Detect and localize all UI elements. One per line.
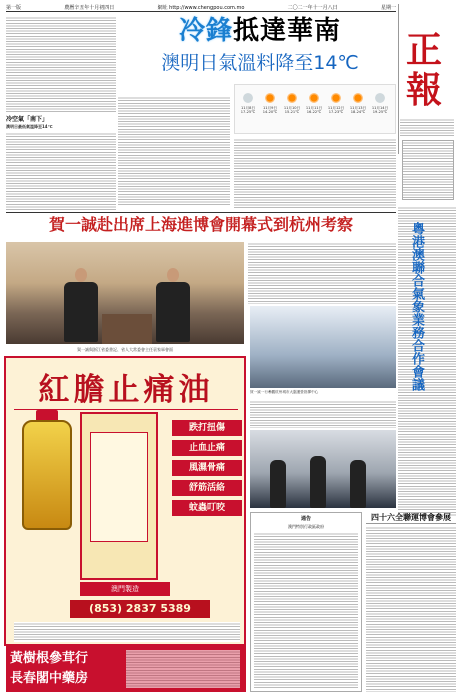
article-text-block [6, 16, 116, 112]
ad-tag: 跌打扭傷 [172, 420, 242, 436]
person-figure [64, 282, 98, 342]
sun-icon [264, 92, 276, 104]
oil-bottle-image [22, 420, 72, 530]
photo-caption: 賀一誠與浙江省委書記、省人大常委會主任袁家軍會面 [77, 347, 173, 352]
forecast-day [259, 89, 281, 131]
forecast-day [325, 89, 347, 131]
shop-name: 長春閣中藥房 [10, 671, 89, 686]
ad-title: 紅膽止痛油 [14, 370, 238, 410]
left-article-headline: 冷空氣「南下」 [6, 116, 49, 123]
weather-article-continued [234, 138, 396, 208]
main-headline-rest: 抵達華南 [233, 16, 342, 46]
forecast-day [237, 89, 259, 131]
command-center-photo [250, 306, 396, 388]
forecast-date: 11月8日 [240, 106, 256, 110]
article-text-block [250, 400, 396, 428]
forecast-temp: 17-23℃ [328, 110, 344, 115]
notice-body [254, 532, 358, 688]
table [102, 314, 152, 344]
ad-phone: (853) 2837 5389 [70, 600, 210, 618]
right-column-headline: 粵港澳聯合氣象業務合作會議 [409, 222, 424, 391]
photo-caption: 賀一誠一行參觀杭州城市大腦運營指揮中心 [250, 390, 319, 394]
forecast-date: 11月14日 [371, 106, 389, 110]
second-headline: 賀一誠赴出席上海進博會開幕式到杭州考察 [6, 212, 396, 238]
forecast-day [369, 89, 391, 131]
person-figure [310, 456, 326, 508]
cloud-icon [374, 92, 386, 104]
meeting-photo [6, 242, 244, 344]
sun-icon [352, 92, 364, 104]
weather-forecast-panel [234, 84, 396, 134]
shop-name: 黃樹根參茸行 [10, 651, 89, 666]
bottom-right-headline: 四十六全聯運博會參展 [366, 512, 456, 524]
sun-icon [286, 92, 298, 104]
cloud-icon [242, 92, 254, 104]
left-article-subhead: 澳明日最低氣溫降至14℃ [6, 124, 53, 129]
ad-fine-print [14, 622, 240, 642]
ad-tag: 蚊蟲叮咬 [172, 500, 242, 516]
forecast-date: 11月9日 [262, 106, 278, 110]
forecast-temp: 19-25℃ [372, 110, 388, 115]
notice-title: 通告 [300, 516, 311, 522]
weekday: 星期一 [380, 5, 396, 11]
person-figure [270, 460, 286, 508]
shop-address [126, 650, 240, 688]
forecast-date: 11月13日 [349, 106, 367, 110]
forecast-date: 11月11日 [305, 106, 323, 110]
article-text-block [6, 132, 116, 210]
ad-tag: 風濕骨痛 [172, 460, 242, 476]
person-figure [156, 282, 190, 342]
person-figure [350, 460, 366, 508]
left-column-articles [6, 16, 116, 216]
forecast-day [303, 89, 325, 131]
ad-tag: 舒筋活絡 [172, 480, 242, 496]
ad-feature-tags [172, 420, 242, 570]
masthead-info-box [402, 140, 454, 200]
date: 二〇二一年十一月八日 [287, 5, 338, 11]
article-text-block [366, 526, 456, 692]
forecast-temp: 17-25℃ [240, 110, 256, 115]
sun-icon [330, 92, 342, 104]
website-url: 網址 http://www.chengpou.com.mo [157, 5, 245, 11]
page-number: 第一版 [6, 5, 22, 11]
product-box-label [90, 432, 148, 542]
forecast-temp: 16-22℃ [306, 110, 322, 115]
forecast-temp: 14-20℃ [262, 110, 278, 115]
weather-article [118, 96, 230, 206]
top-bar [6, 4, 396, 12]
forecast-temp: 15-21℃ [284, 110, 300, 115]
forecast-day [347, 89, 369, 131]
sun-icon [308, 92, 320, 104]
forecast-day [281, 89, 303, 131]
main-headline-lead: 冷鋒 [178, 16, 233, 46]
masthead-info [400, 118, 454, 138]
ad-tag: 止血止痛 [172, 440, 242, 456]
main-article-text [248, 242, 396, 304]
sub-headline: 澳明日氣溫料降至14℃ [161, 52, 359, 74]
forecast-temp: 18-24℃ [350, 110, 366, 115]
ad-brand: 澳門製造 [80, 582, 170, 596]
visit-photo [250, 430, 396, 508]
forecast-date: 11月12日 [327, 106, 345, 110]
main-headline [150, 16, 370, 46]
forecast-date: 11月10日 [283, 106, 301, 110]
lunar-date: 農曆辛丑年十月初四日 [64, 5, 115, 11]
notice-subtitle: 澳門特別行政區政府 [288, 524, 324, 529]
newspaper-title: 正報 [405, 29, 442, 111]
